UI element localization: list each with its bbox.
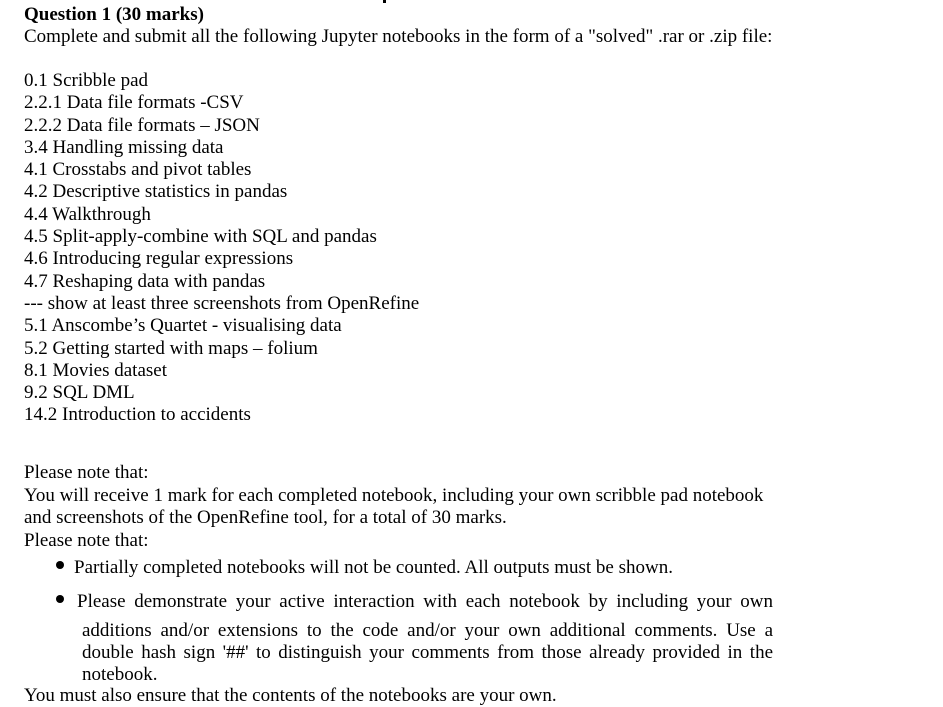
list-item: 4.5 Split-apply-combine with SQL and pandas xyxy=(24,226,377,248)
list-item: 9.2 SQL DML xyxy=(24,382,135,404)
bullet-dot-icon xyxy=(56,595,64,603)
list-item: 4.7 Reshaping data with pandas xyxy=(24,270,266,292)
list-item: --- show at least three screenshots from OpenRefine xyxy=(24,292,420,314)
list-item: 3.4 Handling missing data xyxy=(24,136,224,158)
list-item: 2.2.2 Data file formats – JSON xyxy=(24,114,260,136)
list-item: 0.1 Scribble pad xyxy=(24,70,149,91)
list-item: 4.1 Crosstabs and pivot tables xyxy=(24,159,252,181)
bullet-item-partial: Partially completed notebooks will not be counted. All outputs must be shown. xyxy=(74,557,673,578)
list-item: 8.1 Movies dataset xyxy=(24,359,168,381)
notebook-list xyxy=(24,70,419,427)
list-item: 5.1 Anscombe’s Quartet - visualising data xyxy=(24,315,342,337)
bullet-item-interaction-rest: additions and/or extensions to the code and/or your own additional comments. Use a double hash sign '##' to distinguish your comments from those already provided in the notebook. xyxy=(82,620,773,685)
note-label-first: Please note that: xyxy=(24,462,149,483)
question-heading: Question 1 (30 marks) xyxy=(24,4,204,25)
cut-off-text-line: You must also ensure that the contents of the notebooks are your own. xyxy=(24,685,557,706)
page-top-mark xyxy=(383,0,386,3)
list-item: 2.2.1 Data file formats -CSV xyxy=(24,92,244,114)
marks-paragraph: You will receive 1 mark for each completed notebook, including your own scribble pad notebook and screenshots of the OpenRefine tool, for a total of 30 marks. xyxy=(24,485,764,528)
list-item: 5.2 Getting started with maps – folium xyxy=(24,337,318,359)
bullet-dot-icon xyxy=(56,561,64,569)
list-item: 4.6 Introducing regular expressions xyxy=(24,248,294,270)
bullet-item-interaction-line-1: Please demonstrate your active interaction with each notebook by including your own xyxy=(77,591,773,612)
note-label-second: Please note that: xyxy=(24,530,149,551)
list-item: 4.2 Descriptive statistics in pandas xyxy=(24,181,288,203)
list-item: 14.2 Introduction to accidents xyxy=(24,404,251,426)
question-intro: Complete and submit all the following Jupyter notebooks in the form of a "solved" .rar or .zip file: xyxy=(24,26,773,47)
list-item: 4.4 Walkthrough xyxy=(24,203,151,225)
